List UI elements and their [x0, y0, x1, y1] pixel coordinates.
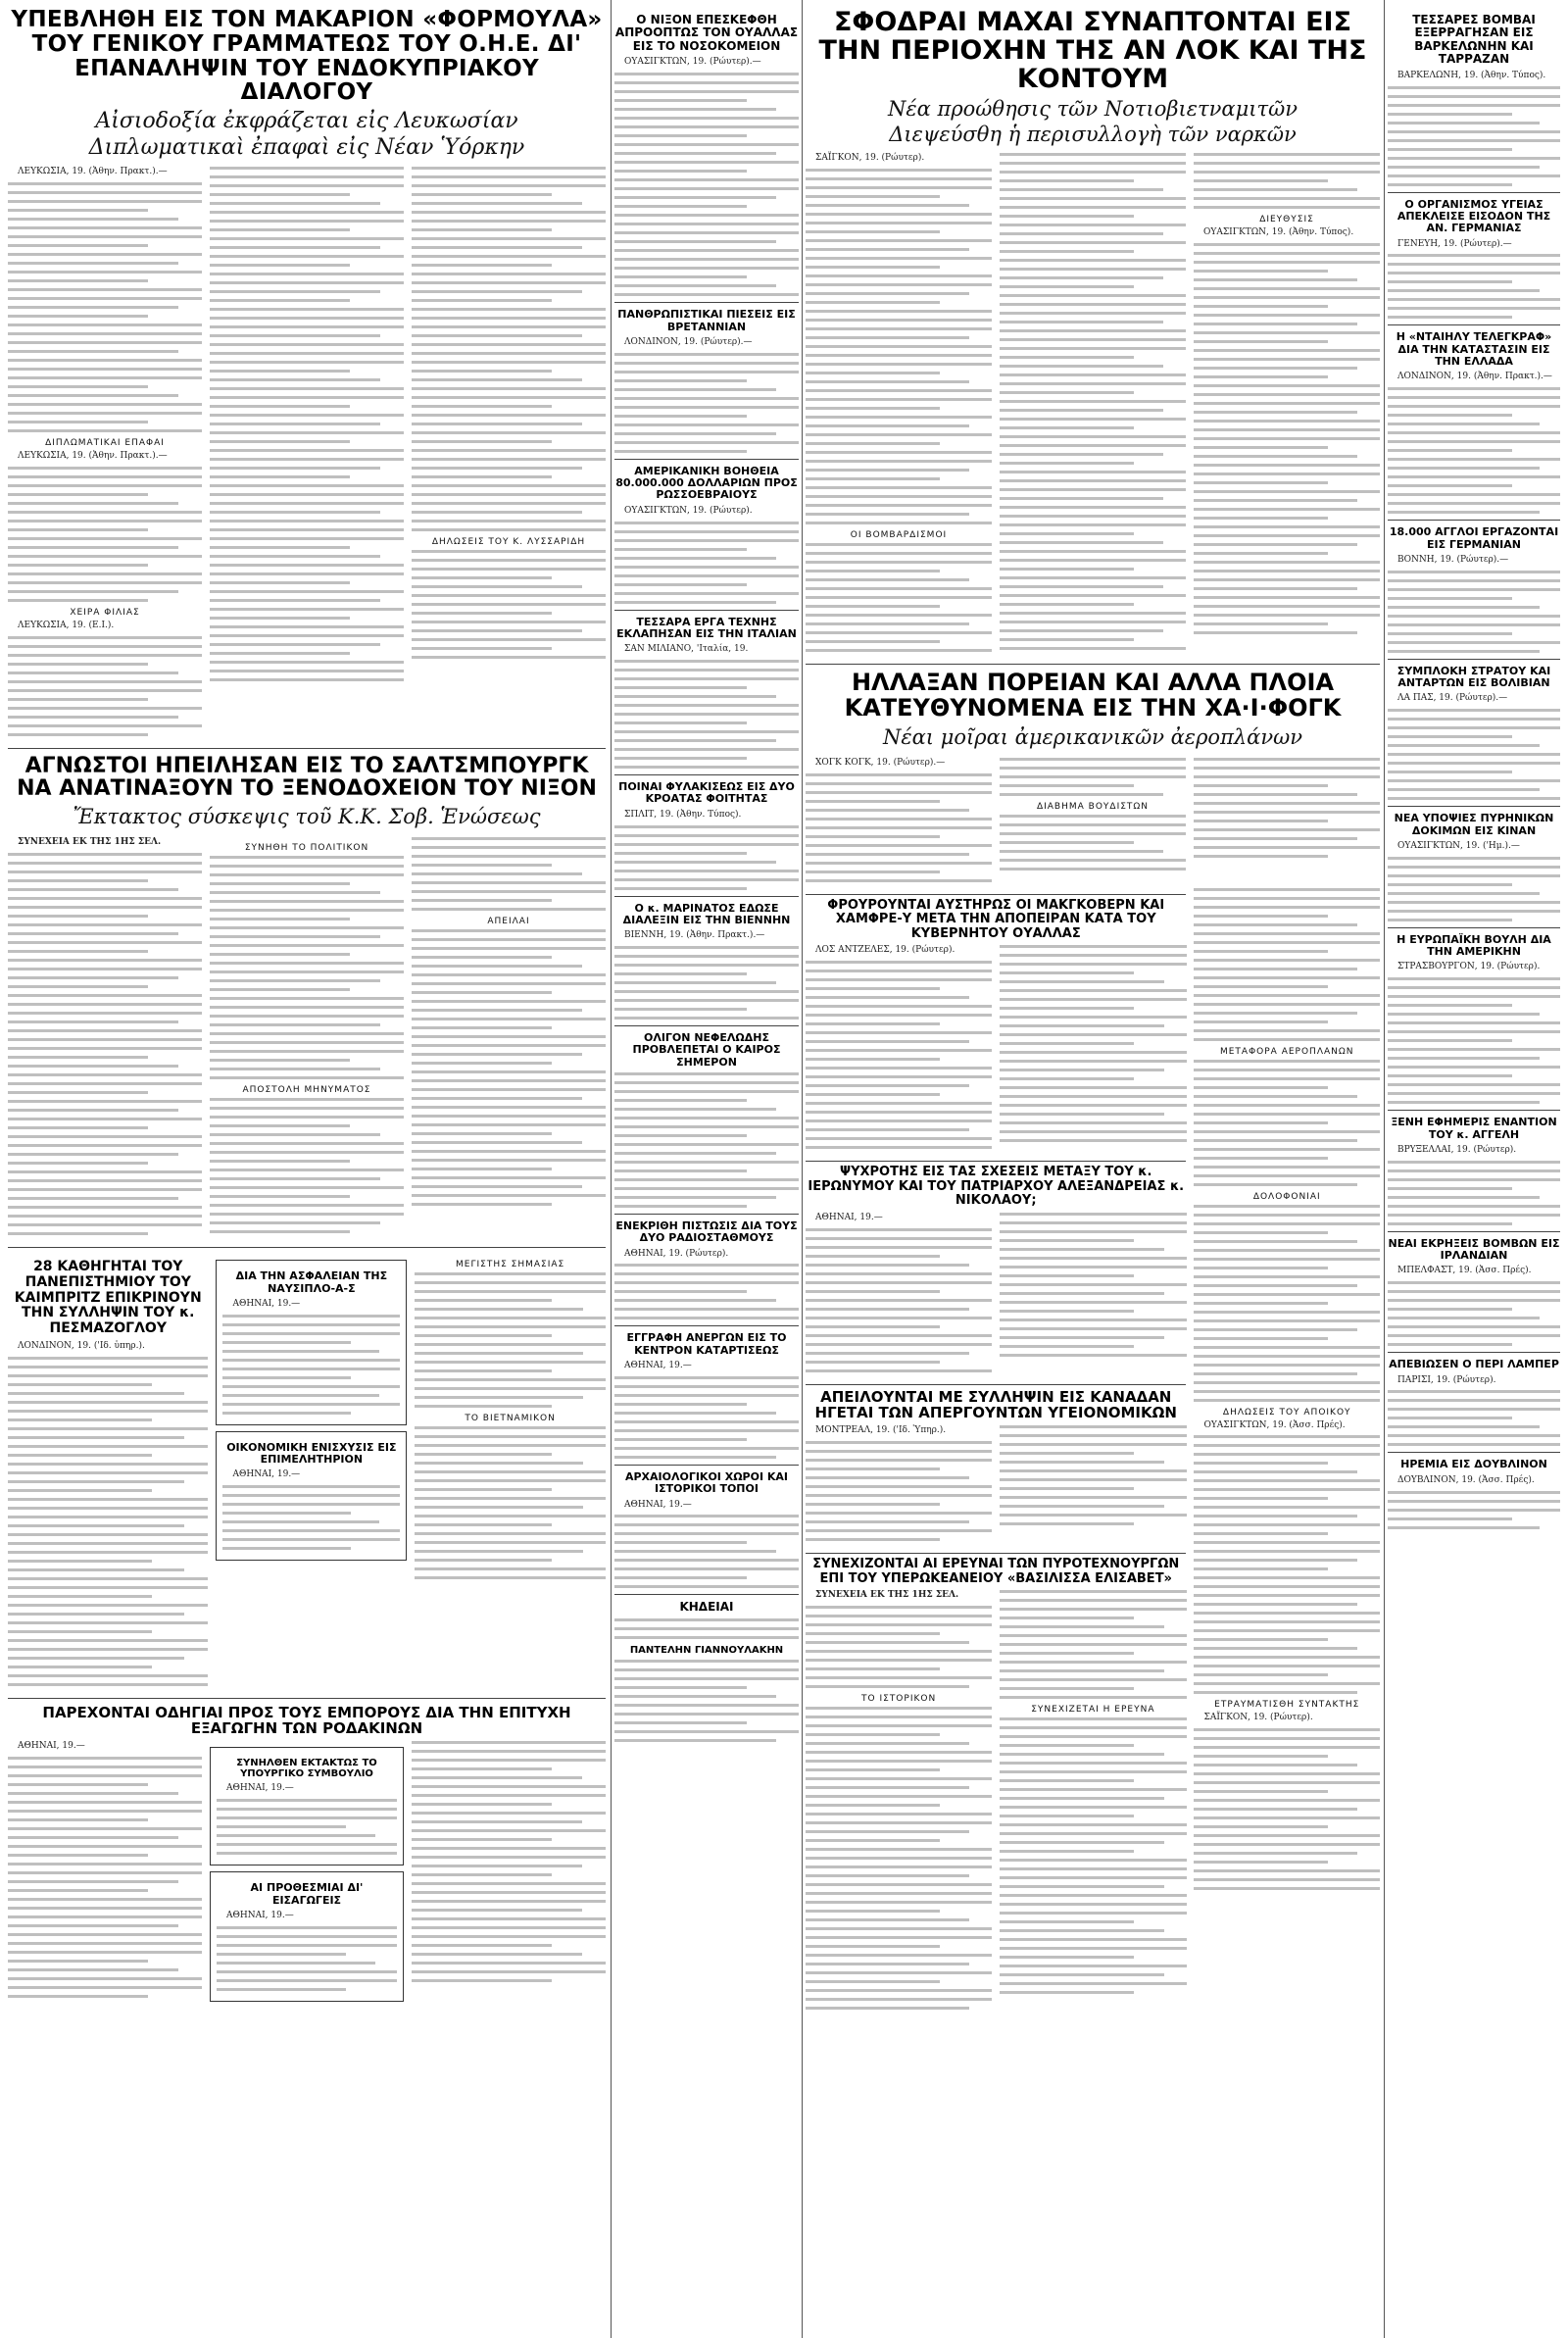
- body-text-block: [614, 825, 799, 890]
- body-text-block: [8, 182, 202, 432]
- dateline: ΛΟΝΔΙΝΟΝ, 19. (Ἀθην. Πρακτ.).—: [1397, 372, 1552, 382]
- vietnam-sub-1: Νέα προώθησις τῶν Νοτιοβιετναμιτῶν: [888, 97, 1298, 122]
- body-text-block: [614, 73, 799, 296]
- right-column: [1388, 8, 1560, 2331]
- body-text-block: [1000, 758, 1186, 796]
- dateline: ΛΑ ΠΑΣ, 19. (Ρώυτερ).—: [1397, 693, 1508, 704]
- dateline: ΑΘΗΝΑΙ, 19.—: [232, 1298, 301, 1309]
- kicker-lyssarides: ΔΗΛΩΣΕΙΣ ΤΟΥ Κ. ΛΥΣΣΑΡΙΔΗ: [431, 537, 586, 548]
- body-text-block: [614, 946, 799, 1020]
- dateline: ΑΘΗΝΑΙ, 19.—: [815, 1212, 883, 1222]
- barcelona-headline: ΤΕΣΣΑΡΕΣ ΒΟΜΒΑΙ ΕΞΕΡΡΑΓΗΣΑΝ ΕΙΣ ΒΑΡΚΕΛΩΝΗΝ ΚΑΙ ΤΑΡΡΑΖΑΝ: [1412, 13, 1536, 67]
- dateline: ΑΘΗΝΑΙ, 19.—: [18, 1741, 85, 1752]
- continued-note: ΣΥΝΕΧΕΙΑ ΕΚ ΤΗΣ 1ΗΣ ΣΕΛ.: [18, 837, 162, 848]
- europe-headline: Η ΕΥΡΩΠΑΪΚΗ ΒΟΥΛΗ ΔΙΑ ΤΗΝ ΑΜΕΡΙΚΗΝ: [1396, 932, 1551, 959]
- kicker-message: ΑΠΟΣΤΟΛΗ ΜΗΝΥΜΑΤΟΣ: [242, 1085, 371, 1096]
- lead-sub-2: Διπλωματικαὶ ἐπαφαὶ εἰς Νέαν Ὑόρκην: [88, 134, 525, 160]
- dateline: ΟΥΑΣΙΓΚΤΩΝ, 19. (Ρώυτερ).—: [624, 57, 761, 68]
- section-divider: [1388, 659, 1560, 660]
- body-text-block: [806, 1707, 992, 2010]
- body-text-block: [806, 773, 992, 882]
- section-divider: [1388, 520, 1560, 521]
- body-text-block: [1194, 153, 1380, 209]
- center-right-block: [806, 8, 1380, 2331]
- germany-org-headline: Ο ΟΡΓΑΝΙΣΜΟΣ ΥΓΕΙΑΣ ΑΠΕΚΛΕΙΣΕ ΕΙΣΟΔΟΝ ΤΗΣ ΑΝ. ΓΕΡΜΑΝΙΑΣ: [1396, 197, 1551, 235]
- dateline: ΛΕΥΚΩΣΙΑ, 19. (Ἀθην. Πρακτ.).—: [18, 167, 168, 177]
- body-text-block: [222, 1485, 400, 1550]
- body-text-block: [8, 1757, 202, 1998]
- dateline: ΟΥΑΣΙΓΚΤΩΝ, 19. (Ρώυτερ).: [624, 505, 753, 516]
- body-text-block: [1388, 1390, 1560, 1446]
- dateline: ΛΟΝΔΙΝΟΝ, 19. ('Ιδ. ὑπηρ.).: [18, 1340, 145, 1351]
- dateline: ΛΟΣ ΑΝΤΖΕΛΕΣ, 19. (Ρώυτερ).: [815, 945, 956, 956]
- dateline: ΜΠΕΛΦΑΣΤ, 19. (Ἀσσ. Πρές).: [1397, 1266, 1532, 1276]
- salzburg-headline: ΑΓΝΩΣΤΟΙ ΗΠΕΙΛΗΣΑΝ ΕΙΣ ΤΟ ΣΑΛΤΣΜΠΟΥΡΓΚ ΝΑ ΑΝΑΤΙΝΑΞΟΥΝ ΤΟ ΞΕΝΟΔΟΧΕΙΟΝ ΤΟΥ ΝΙΞΟΝ: [17, 753, 597, 802]
- dateline: ΑΘΗΝΑΙ, 19.—: [226, 1783, 294, 1794]
- marinatos-headline: Ο κ. ΜΑΡΙΝΑΤΟΣ ΕΔΩΣΕ ΔΙΑΛΕΞΙΝ ΕΙΣ ΤΗΝ ΒΙΕΝΝΗΝ: [622, 901, 791, 926]
- body-text-block: [614, 1515, 799, 1588]
- telegraph-headline: Η «ΝΤΑΙΗΛΥ ΤΕΛΕΓΚΡΑΦ» ΔΙΑ ΤΗΝ ΚΑΤΑΣΤΑΣΙΝ ΕΙΣ ΤΗΝ ΕΛΛΑΔΑ: [1396, 330, 1552, 369]
- body-text-block: [614, 522, 799, 604]
- boxed-item: [210, 1747, 404, 1865]
- boxed-item: [216, 1260, 407, 1425]
- nafplion-headline: ΔΙΑ ΤΗΝ ΑΣΦΑΛΕΙΑΝ ΤΗΣ ΝΑΥΣΙΠΛΟ-Α-Σ: [235, 1269, 388, 1295]
- left-block: [8, 8, 606, 2331]
- peaches-headline: ΠΑΡΕΧΟΝΤΑΙ ΟΔΗΓΙΑΙ ΠΡΟΣ ΤΟΥΣ ΕΜΠΟΡΟΥΣ ΔΙΑ ΤΗΝ ΕΠΙΤΥΧΗ ΕΞΑΓΩΓΗΝ ΤΩΝ ΡΟΔΑΚΙΝΩΝ: [42, 1703, 571, 1738]
- archaeology-headline: ΑΡΧΑΙΟΛΟΓΙΚΟΙ ΧΩΡΟΙ ΚΑΙ ΙΣΤΟΡΙΚΟΙ ΤΟΠΟΙ: [624, 1469, 789, 1496]
- body-text-block: [1388, 977, 1560, 1104]
- elizabeth-headline: ΣΥΝΕΧΙΖΟΝΤΑΙ ΑΙ ΕΡΕΥΝΑΙ ΤΩΝ ΠΥΡΟΤΕΧΝΟΥΡΓΩΝ ΕΠΙ ΤΟΥ ΥΠΕΡΩΚΕΑΝΕΙΟΥ «ΒΑΣΙΛΙΣΣΑ ΕΛΙΣΑΒΕΤ»: [806, 1553, 1186, 1586]
- funeral-headline: ΚΗΔΕΙΑΙ: [679, 1600, 734, 1615]
- coolness-headline: ΨΥΧΡΟΤΗΣ ΕΙΣ ΤΑΣ ΣΧΕΣΕΙΣ ΜΕΤΑΞΥ ΤΟΥ κ. ΙΕΡΩΝΥΜΟΥ ΚΑΙ ΤΟΥ ΠΑΤΡΙΑΡΧΟΥ ΑΛΕΞΑΝΔΡΕΙΑΣ κ. ΝΙΚΟΛΑΟΥ;: [806, 1161, 1186, 1209]
- body-text-block: [1000, 945, 1186, 1142]
- dateline: ΛΕΥΚΩΣΙΑ, 19. (Ε.Ι.).: [18, 620, 115, 630]
- section-divider: [614, 1025, 799, 1026]
- column-rule: [611, 0, 612, 2338]
- kicker-journalist: ΕΤΡΑΥΜΑΤΙΣΘΗ ΣΥΝΤΑΚΤΗΣ: [1214, 1700, 1360, 1711]
- dateline: ΒΙΕΝΝΗ, 19. (Ἀθην. Πρακτ.).—: [624, 930, 765, 941]
- vietnam-lead-headline: ΣΦΟΔΡΑΙ ΜΑΧΑΙ ΣΥΝΑΠΤΟΝΤΑΙ ΕΙΣ ΤΗΝ ΠΕΡΙΟΧΗΝ ΤΗΣ ΑΝ ΛΟΚ ΚΑΙ ΤΗΣ ΚΟΝΤΟΥΜ: [818, 8, 1367, 95]
- section-divider: [8, 1247, 606, 1248]
- foreign-paper-headline: ΞΕΝΗ ΕΦΗΜΕΡΙΣ ΕΝΑΝΤΙΟΝ ΤΟΥ κ. ΑΓΓΕΛΗ: [1391, 1116, 1557, 1141]
- kicker-vietnam: ΤΟ ΒΙΕΤΝΑΜΙΚΟΝ: [465, 1414, 556, 1424]
- body-text-block: [1194, 1205, 1380, 1402]
- candidates-headline: ΝΕΑ ΥΠΟΨΙΕΣ ΠΥΡΗΝΙΚΩΝ ΔΟΚΙΜΩΝ ΕΙΣ ΚΙΝΑΝ: [1394, 812, 1554, 837]
- body-text-block: [8, 1357, 208, 1686]
- kicker-significance: ΜΕΓΙΣΤΗΣ ΣΗΜΑΣΙΑΣ: [456, 1260, 565, 1270]
- body-text-block: [1000, 1717, 1186, 1994]
- calm-headline: ΗΡΕΜΙΑ ΕΙΣ ΔΟΥΒΛΙΝΟΝ: [1400, 1458, 1547, 1471]
- section-divider: [8, 748, 606, 749]
- body-text-block: [412, 167, 606, 531]
- kicker-direction: ΔΙΕΥΘΥΣΙΣ: [1259, 214, 1314, 224]
- economic-headline: ΟΙΚΟΝΟΜΙΚΗ ΕΝΙΣΧΥΣΙΣ ΕΙΣ ΕΠΙΜΕΛΗΤΗΡΙΟΝ: [226, 1440, 397, 1467]
- section-divider: [1388, 1231, 1560, 1232]
- body-text-block: [8, 853, 202, 1235]
- body-text-block: [1000, 815, 1186, 871]
- body-text-block: [614, 1376, 799, 1459]
- kicker-friendship: ΧΕΙΡΑ ΦΙΛΙΑΣ: [70, 607, 140, 618]
- body-text-block: [1194, 888, 1380, 1041]
- section-divider: [614, 302, 799, 303]
- section-divider: [614, 1214, 799, 1215]
- section-divider: [614, 1594, 799, 1595]
- body-text-block: [217, 1926, 397, 1991]
- body-text-block: [806, 543, 992, 652]
- guarded-headline: ΦΡΟΥΡΟΥΝΤΑΙ ΑΥΣΤΗΡΩΣ ΟΙ ΜΑΚΓΚΟΒΕΡΝ ΚΑΙ ΧΑΜΦΡΕ-Υ ΜΕΤΑ ΤΗΝ ΑΠΟΠΕΙΡΑΝ ΚΑΤΑ ΤΟΥ ΚΥΒΕΡΝΗΤΟΥ ΟΥΑΛΛΑΣ: [806, 894, 1186, 942]
- section-divider: [8, 1698, 606, 1699]
- body-text-block: [412, 1741, 606, 1982]
- body-text-block: [614, 1618, 799, 1639]
- body-text-block: [210, 167, 404, 681]
- section-divider: [1388, 1110, 1560, 1111]
- section-divider: [806, 664, 1380, 665]
- section-divider: [1388, 1452, 1560, 1453]
- humanitarian-headline: ΠΑΝΘΡΩΠΙΣΤΙΚΑΙ ΠΙΕΣΕΙΣ ΕΙΣ ΒΡΕΤΑΝΝΙΑΝ: [617, 308, 796, 333]
- body-text-block: [806, 1228, 992, 1372]
- dateline: ΒΑΡΚΕΛΩΝΗ, 19. (Ἀθην. Τύπος).: [1397, 70, 1546, 80]
- body-text-block: [415, 1272, 606, 1408]
- middle-column: [614, 8, 799, 2331]
- dateline: ΑΘΗΝΑΙ, 19.—: [226, 1910, 294, 1920]
- body-text-block: [217, 1799, 397, 1855]
- dateline: ΜΟΝΤΡΕΑΛ, 19. ('Ιδ. Ὑπηρ.).: [815, 1425, 947, 1436]
- body-text-block: [210, 856, 404, 1079]
- bombs-ireland-headline: ΝΕΑΙ ΕΚΡΗΞΕΙΣ ΒΟΜΒΩΝ ΕΙΣ ΙΡΛΑΝΔΙΑΝ: [1388, 1236, 1560, 1263]
- dateline: ΛΕΥΚΩΣΙΑ, 19. (Ἀθην. Πρακτ.).—: [18, 450, 168, 461]
- body-text-block: [1388, 387, 1560, 514]
- canada-headline: ΑΠΕΙΛΟΥΝΤΑΙ ΜΕ ΣΥΛΛΗΨΙΝ ΕΙΣ ΚΑΝΑΔΑΝ ΗΓΕΤΑΙ ΤΩΝ ΑΠΕΡΓΟΥΝΤΩΝ ΥΓΕΙΟΝΟΜΙΚΩΝ: [806, 1384, 1186, 1422]
- dateline: ΑΘΗΝΑΙ, 19. (Ρώυτερ).: [624, 1248, 729, 1259]
- kicker-research: ΣΥΝΕΧΙΖΕΤΑΙ Η ΕΡΕΥΝΑ: [1031, 1705, 1155, 1716]
- salzburg-sub: Ἔκτακτος σύσκεψις τοῦ Κ.Κ. Σοβ. Ἑνώσεως: [73, 805, 541, 829]
- dateline: ΠΑΡΙΣΙ, 19. (Ρώυτερ).: [1397, 1374, 1496, 1385]
- kicker-colonist: ΔΗΛΩΣΕΙΣ ΤΟΥ ΑΠΟΙΚΟΥ: [1222, 1407, 1351, 1418]
- body-text-block: [1000, 153, 1186, 650]
- workers-headline: 18.000 ΑΓΓΛΟΙ ΕΡΓΑΖΟΝΤΑΙ ΕΙΣ ΓΕΡΜΑΝΙΑΝ: [1389, 525, 1559, 551]
- section-divider: [614, 1465, 799, 1466]
- body-text-block: [1388, 86, 1560, 186]
- body-text-block: [1388, 1161, 1560, 1225]
- kicker-history: ΤΟ ΙΣΤΟΡΙΚΟΝ: [861, 1694, 937, 1705]
- body-text-block: [614, 1072, 799, 1208]
- section-divider: [1388, 192, 1560, 193]
- body-text-block: [614, 1264, 799, 1319]
- lambert-headline: ΑΠΕΒΙΩΣΕΝ Ο ΠΕΡΙ ΛΑΜΠΕΡ: [1389, 1358, 1559, 1371]
- section-divider: [614, 774, 799, 775]
- kicker-murders: ΔΟΛΟΦΟΝΙΑΙ: [1252, 1191, 1321, 1202]
- body-text-block: [1388, 709, 1560, 800]
- body-text-block: [1000, 1590, 1186, 1699]
- body-text-block: [614, 353, 799, 453]
- kicker-bombings: ΟΙ ΒΟΜΒΑΡΔΙΣΜΟΙ: [850, 529, 948, 540]
- professors-headline: 28 ΚΑΘΗΓΗΤΑΙ ΤΟΥ ΠΑΝΕΠΙΣΤΗΜΙΟΥ ΤΟΥ ΚΑΙΜΠΡΙΤΖ ΕΠΙΚΡΙΝΟΥΝ ΤΗΝ ΣΥΛΛΗΨΙΝ ΤΟΥ κ. ΠΕΣΜΑΖΟΓΛΟΥ: [14, 1259, 202, 1336]
- dateline: ΑΘΗΝΑΙ, 19.—: [232, 1469, 301, 1480]
- dateline: ΟΥΑΣΙΓΚΤΩΝ, 19. ('Ημ.).—: [1397, 840, 1520, 851]
- body-text-block: [614, 660, 799, 769]
- ministry-headline: ΣΥΝΗΛΘΕΝ ΕΚΤΑΚΤΩΣ ΤΟ ΥΠΟΥΡΓΙΚΟ ΣΥΜΒΟΥΛΙΟ: [236, 1758, 377, 1780]
- dateline: ΣΠΛΙΤ, 19. (Ἀθην. Τύπος).: [624, 809, 742, 820]
- dateline: ΣΑΪΓΚΟΝ, 19. (Ρώυτερ).: [815, 152, 925, 163]
- dateline: ΣΑΪΓΚΟΝ, 19. (Ρώυτερ).: [1203, 1713, 1313, 1723]
- hongkong-sub: Νέαι μοῖραι ἀμερικανικῶν ἀεροπλάνων: [882, 724, 1303, 749]
- body-text-block: [1388, 1281, 1560, 1346]
- body-text-block: [806, 961, 992, 1149]
- funeral-name: ΠΑΝΤΕΛΗΝ ΓΙΑΝΝΟΥΛΑΚΗΝ: [629, 1644, 784, 1656]
- dateline: ΧΟΓΚ ΚΟΓΚ, 19. (Ρώυτερ).—: [815, 757, 946, 768]
- dateline: ΟΥΑΣΙΓΚΤΩΝ, 19. (Ἀθην. Τύπος).: [1203, 226, 1354, 237]
- body-text-block: [210, 1098, 404, 1233]
- body-text-block: [806, 1441, 992, 1541]
- dateline: ΣΑΝ ΜΙΛΙΑΝΟ, 'Ιταλία, 19.: [624, 644, 749, 655]
- dateline: ΑΘΗΝΑΙ, 19.—: [624, 1361, 692, 1371]
- body-text-block: [1194, 758, 1380, 858]
- aid-headline: ΑΜΕΡΙΚΑΝΙΚΗ ΒΟΗΘΕΙΑ 80.000.000 ΔΟΛΛΑΡΙΩΝ ΠΡΟΣ ΡΩΣΣΟΕΒΡΑΙΟΥΣ: [615, 464, 798, 502]
- kicker-threats: ΑΠΕΙΛΑΙ: [487, 917, 530, 927]
- body-text-block: [1388, 254, 1560, 319]
- body-text-block: [1194, 1728, 1380, 1890]
- credit-headline: ΕΝΕΚΡΙΘΗ ΠΙΣΤΩΣΙΣ ΔΙΑ ΤΟΥΣ ΔΥΟ ΡΑΔΙΟΣΤΑΘΜΟΥΣ: [615, 1219, 798, 1245]
- body-text-block: [1194, 243, 1380, 634]
- body-text-block: [1388, 571, 1560, 653]
- body-text-block: [415, 1426, 606, 1579]
- section-divider: [1388, 806, 1560, 807]
- dateline: ΔΟΥΒΛΙΝΟΝ, 19. (Ἀσσ. Πρές).: [1397, 1474, 1535, 1485]
- boxed-item: [216, 1431, 407, 1562]
- vietnam-sub-2: Διεψεύσθη ἡ περισυλλογὴ τῶν ναρκῶν: [889, 122, 1297, 146]
- column-rule: [1384, 0, 1385, 2338]
- section-divider: [1388, 927, 1560, 928]
- croat-headline: ΠΟΙΝΑΙ ΦΥΛΑΚΙΣΕΩΣ ΕΙΣ ΔΥΟ ΚΡΟΑΤΑΣ ΦΟΙΤΗΤΑΣ: [618, 780, 795, 806]
- body-text-block: [1000, 1213, 1186, 1357]
- body-text-block: [1194, 1435, 1380, 1694]
- dateline: ΑΘΗΝΑΙ, 19.—: [624, 1499, 692, 1510]
- body-text-block: [806, 1606, 992, 1688]
- body-text-block: [412, 837, 606, 911]
- boxed-item: [210, 1871, 404, 2002]
- section-divider: [614, 1325, 799, 1326]
- body-text-block: [1388, 1491, 1560, 1529]
- kicker-diplomatic: ΔΙΠΛΩΜΑΤΙΚΑΙ ΕΠΑΦΑΙ: [45, 437, 165, 448]
- kicker-buddhists: ΔΙΑΒΗΜΑ ΒΟΥΔΙΣΤΩΝ: [1036, 801, 1150, 812]
- dateline: ΓΕΝΕΥΗ, 19. (Ρώυτερ).—: [1397, 238, 1512, 249]
- lead-sub-1: Αἰσιοδοξία ἐκφράζεται εἰς Λευκωσίαν: [95, 109, 518, 134]
- section-divider: [1388, 1352, 1560, 1353]
- bolivia-headline: ΣΥΜΠΛΟΚΗ ΣΤΡΑΤΟΥ ΚΑΙ ΑΝΤΑΡΤΩΝ ΕΙΣ ΒΟΛΙΒΙΑΝ: [1396, 664, 1551, 690]
- body-text-block: [8, 467, 202, 602]
- nixon-hospital-headline: Ο ΝΙΞΟΝ ΕΠΕΣΚΕΦΘΗ ΑΠΡΟΟΠΤΩΣ ΤΟΝ ΟΥΑΛΛΑΣ ΕΙΣ ΤΟ ΝΟΣΟΚΟΜΕΙΟΝ: [614, 13, 799, 53]
- dateline: ΛΟΝΔΙΝΟΝ, 19. (Ρώυτερ).—: [624, 336, 753, 347]
- art-headline: ΤΕΣΣΑΡΑ ΕΡΓΑ ΤΕΧΝΗΣ ΕΚΛΑΠΗΣΑΝ ΕΙΣ ΤΗΝ ΙΤΑΛΙΑΝ: [616, 615, 797, 640]
- body-text-block: [222, 1315, 400, 1415]
- body-text-block: [614, 1660, 799, 1742]
- dateline: ΒΟΝΝΗ, 19. (Ρώυτερ).—: [1397, 554, 1509, 565]
- body-text-block: [412, 550, 606, 659]
- body-text-block: [1000, 1425, 1186, 1525]
- dateline: ΟΥΑΣΙΓΚΤΩΝ, 19. (Ἀσσ. Πρές).: [1203, 1419, 1346, 1430]
- section-divider: [1388, 324, 1560, 325]
- dateline: ΣΤΡΑΣΒΟΥΡΓΟΝ, 19. (Ρώυτερ).: [1397, 962, 1541, 972]
- body-text-block: [1194, 1060, 1380, 1186]
- body-text-block: [412, 929, 606, 1206]
- dateline: ΒΡΥΞΕΛΛΑΙ, 19. (Ρώυτερ).: [1397, 1144, 1517, 1155]
- hongkong-headline: ΗΛΛΑΞΑΝ ΠΟΡΕΙΑΝ ΚΑΙ ΑΛΛΑ ΠΛΟΙΑ ΚΑΤΕΥΘΥΝΟΜΕΝΑ ΕΙΣ ΤΗΝ ΧΑ·Ι·ΦΟΓΚ: [844, 668, 1342, 721]
- body-text-block: [1388, 857, 1560, 921]
- kicker-political: ΣΥΝΗΘΗ ΤΟ ΠΟΛΙΤΙΚΟΝ: [244, 843, 369, 854]
- section-divider: [614, 459, 799, 460]
- continued-note: ΣΥΝΕΧΕΙΑ ΕΚ ΤΗΣ 1ΗΣ ΣΕΛ.: [815, 1590, 959, 1601]
- section-divider: [614, 896, 799, 897]
- lead-headline-makarios: ΥΠΕΒΛΗΘΗ ΕΙΣ ΤΟΝ ΜΑΚΑΡΙΟΝ «ΦΟΡΜΟΥΛΑ» ΤΟΥ ΓΕΝΙΚΟΥ ΓΡΑΜΜΑΤΕΩΣ ΤΟΥ Ο.Η.Ε. ΔΙ' ΕΠΑΝΑΛΗΨΙΝ ΤΟΥ ΕΝΔΟΚΥΠΡΙΑΚΟΥ ΔΙΑΛΟΓΟΥ: [11, 8, 603, 106]
- unemployed-headline: ΕΓΓΡΑΦΗ ΑΝΕΡΓΩΝ ΕΙΣ ΤΟ ΚΕΝΤΡΟΝ ΚΑΤΑΡΤΙΣΕΩΣ: [626, 1331, 787, 1357]
- body-text-block: [806, 169, 992, 524]
- body-text-block: [8, 636, 202, 736]
- section-divider: [614, 610, 799, 611]
- column-rule: [802, 0, 803, 2338]
- kicker-planes: ΜΕΤΑΦΟΡΑ ΑΕΡΟΠΛΑΝΩΝ: [1219, 1046, 1354, 1057]
- weather-headline: ΟΛΙΓΟΝ ΝΕΦΕΛΩΔΗΣ ΠΡΟΒΛΕΠΕΤΑΙ Ο ΚΑΙΡΟΣ ΣΗΜΕΡΟΝ: [632, 1031, 781, 1069]
- import-headline: ΑΙ ΠΡΟΘΕΣΜΙΑΙ ΔΙ' ΕΙΣΑΓΩΓΕΙΣ: [250, 1881, 364, 1907]
